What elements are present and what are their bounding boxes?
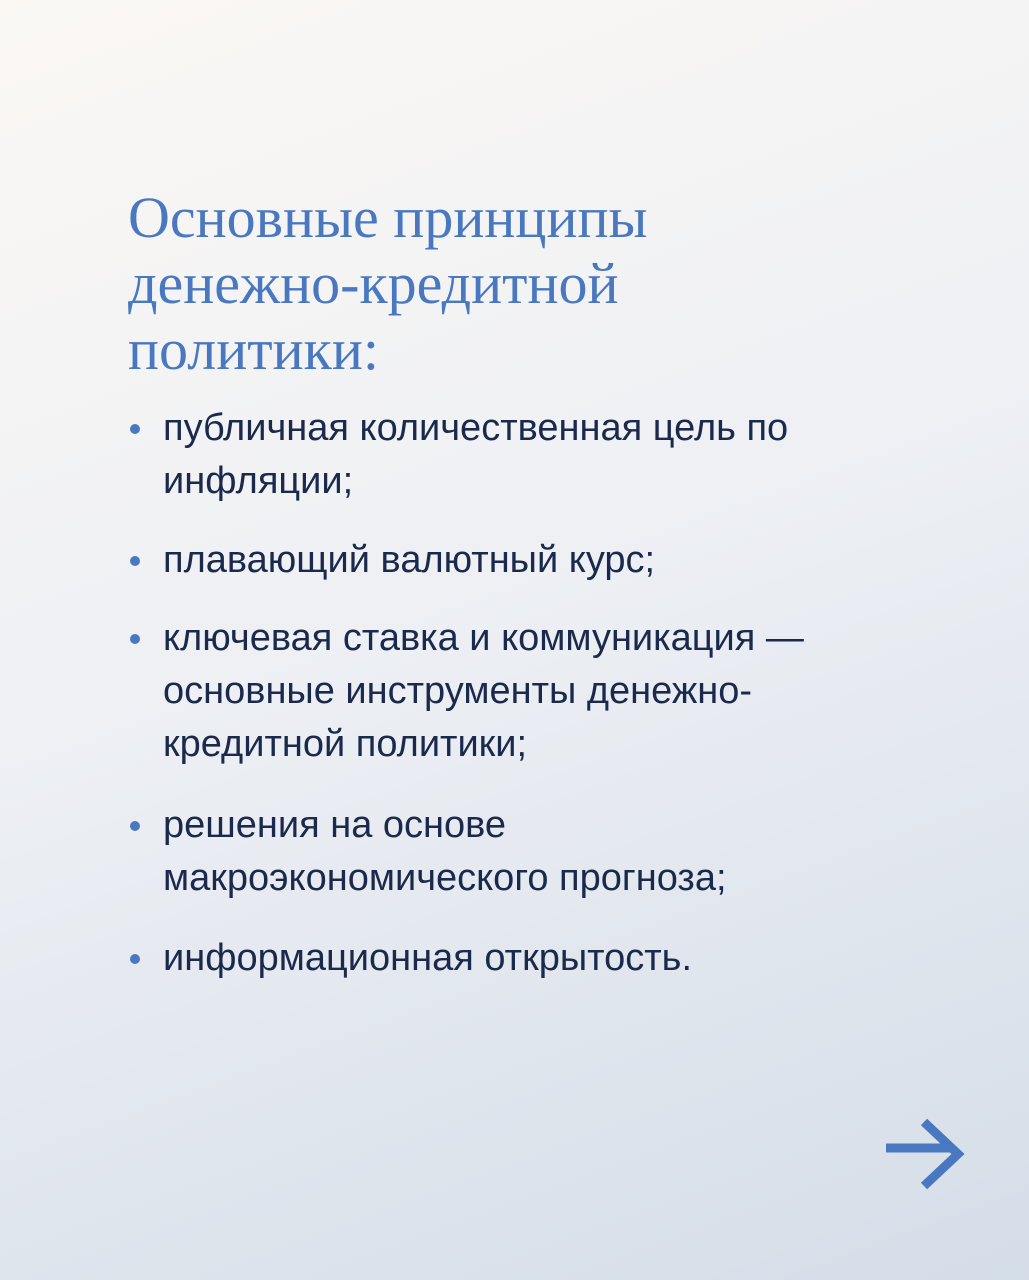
bullet-icon <box>130 556 140 566</box>
list-item <box>130 534 850 587</box>
bullet-icon <box>130 424 140 434</box>
list-item-text: плавающий валютный курс; <box>163 539 656 581</box>
list-item-text: публичная количественная цель по инфляции; <box>163 407 789 502</box>
list-item-text: информационная открытость. <box>163 937 693 979</box>
list-item-text: ключевая ставка и коммуникация — основные инструменты денежно-кредитной политики; <box>163 617 804 765</box>
list-item <box>130 799 850 905</box>
list-item <box>130 932 890 985</box>
page-title: Основные принципы денежно-кредитной политики: <box>128 185 648 382</box>
list-item <box>130 402 850 508</box>
arrow-right-icon[interactable] <box>884 1116 966 1192</box>
bullet-icon <box>130 634 140 644</box>
list-item <box>130 612 910 771</box>
list-item-text: решения на основе макроэкономического прогноза; <box>163 804 727 899</box>
bullet-icon <box>130 821 140 831</box>
bullet-icon <box>130 954 140 964</box>
